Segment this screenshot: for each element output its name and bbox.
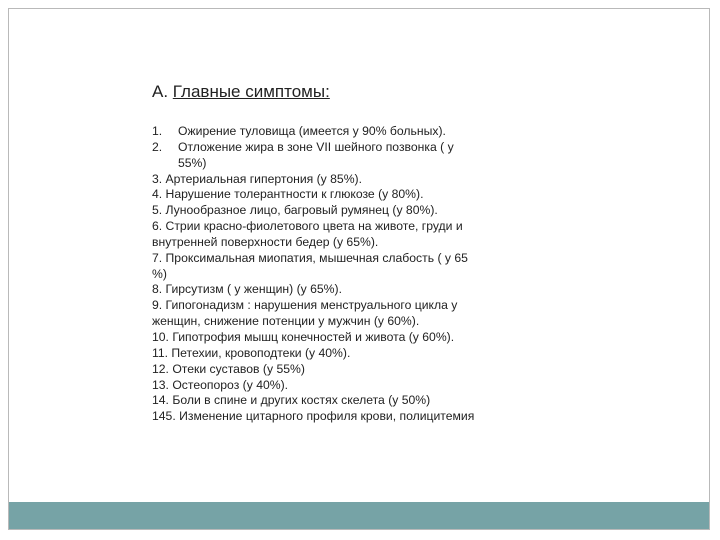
- list-line: 10. Гипотрофия мышц конечностей и живота (у 60%).: [152, 329, 455, 344]
- item-text-line: 55%): [178, 155, 207, 170]
- list-line: 5. Лунообразное лицо, багровый румянец (у 80%).: [152, 203, 438, 218]
- slide-content: [152, 82, 552, 425]
- heading-title: Главные симптомы:: [172, 82, 330, 101]
- list-line: 13. Остеопороз (у 40%).: [152, 377, 289, 392]
- list-line: 14. Боли в спине и других костях скелета (у 50%): [152, 393, 431, 408]
- list-line: 4. Нарушение толерантности к глюкозе (у 80%).: [152, 187, 424, 202]
- item-number: 1.: [152, 124, 163, 138]
- list-line: 9. Гипогонадизм : нарушения менструального цикла у: [152, 298, 458, 313]
- item-number: 2.: [152, 139, 163, 154]
- symptom-list: [152, 124, 552, 425]
- item-text: Ожирение туловища (имеется у 90% больных).: [178, 124, 446, 138]
- list-item: [152, 124, 552, 140]
- list-line: женщин, снижение потенции у мужчин (у 60%).: [152, 314, 420, 329]
- heading-prefix: А.: [152, 82, 169, 101]
- list-line: 8. Гирсутизм ( у женщин) (у 65%).: [152, 282, 342, 297]
- list-line: 7. Проксимальная миопатия, мышечная слабость ( у 65: [152, 250, 468, 265]
- list-line: 145. Изменение цитарного профиля крови, полицитемия: [152, 409, 475, 424]
- list-line: 6. Стрии красно-фиолетового цвета на животе, груди и: [152, 219, 463, 234]
- slide-heading: [152, 82, 552, 102]
- list-item: [152, 140, 552, 172]
- list-line: внутренней поверхности бедер (у 65%).: [152, 234, 379, 249]
- slide-footer-bar: [9, 502, 709, 529]
- list-line: 3. Артериальная гипертония (у 85%).: [152, 171, 362, 186]
- item-text: [178, 140, 508, 172]
- item-text-line: Отложение жира в зоне VII шейного позвонка ( у: [178, 139, 454, 154]
- list-line: 11. Петехии, кровоподтеки (у 40%).: [152, 345, 351, 360]
- list-line: 12. Отеки суставов (у 55%): [152, 361, 305, 376]
- list-line: %): [152, 266, 167, 281]
